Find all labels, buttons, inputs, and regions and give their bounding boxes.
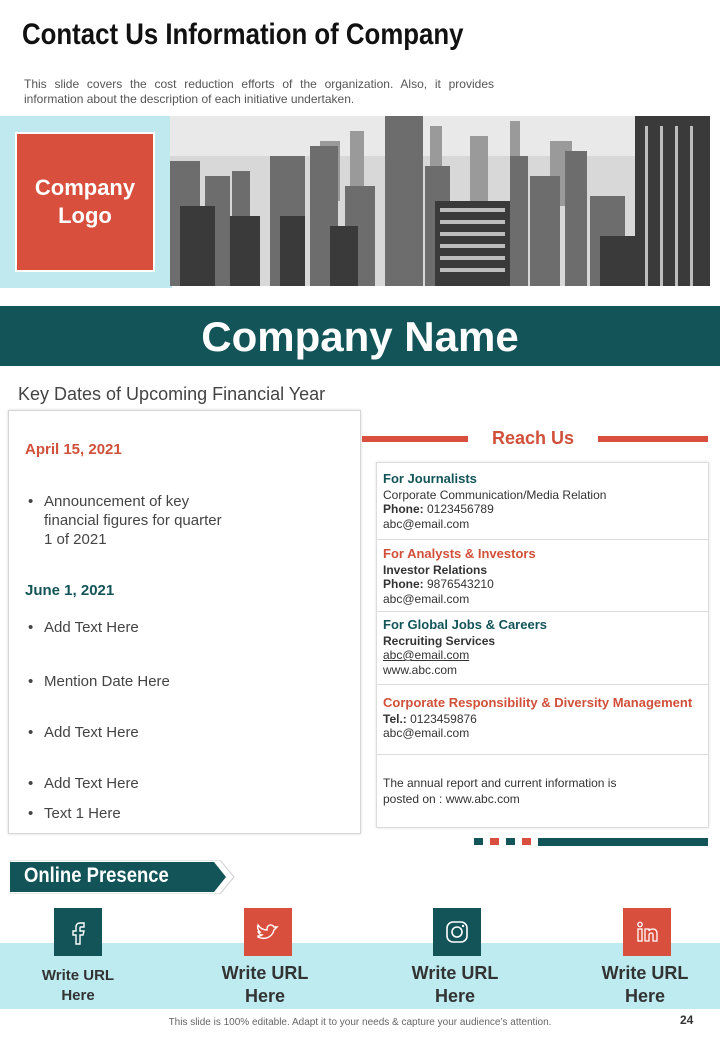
analysts-heading: For Analysts & Investors bbox=[383, 546, 536, 561]
twitter-url-label[interactable]: Write URL Here bbox=[221, 963, 309, 1006]
skyline-graphic bbox=[170, 116, 710, 286]
company-name-banner: Company Name bbox=[0, 306, 720, 366]
annual-report-note: The annual report and current information is posted on : www.abc.com bbox=[383, 776, 617, 806]
instagram-icon[interactable] bbox=[433, 908, 481, 956]
journalists-dept: Corporate Communication/Media Relation bbox=[383, 487, 607, 502]
list-item: • Add Text Here bbox=[28, 724, 139, 741]
reach-us-divider-right bbox=[598, 436, 708, 442]
analysts-phone: Phone: 9876543210 bbox=[383, 577, 494, 591]
company-logo bbox=[15, 132, 155, 272]
bullet-icon: • bbox=[28, 619, 34, 636]
journalists-heading: For Journalists bbox=[383, 471, 477, 486]
list-item: • Add Text Here bbox=[28, 775, 139, 792]
decor-square bbox=[522, 838, 531, 845]
divider bbox=[377, 754, 708, 755]
jobs-email-link[interactable]: abc@email.com bbox=[383, 648, 470, 662]
bullet-icon: • bbox=[28, 775, 34, 792]
csr-heading: Corporate Responsibility & Diversity Management bbox=[383, 695, 693, 710]
list-item: • Mention Date Here bbox=[28, 673, 170, 690]
divider bbox=[377, 611, 708, 612]
journalists-phone: Phone: 0123456789 bbox=[383, 502, 494, 516]
list-item: • Announcement of key financial figures for quarter 1 of 2021 bbox=[28, 493, 222, 548]
logo-text-line2: Logo bbox=[58, 203, 112, 228]
logo-text-line1: Company bbox=[34, 175, 136, 200]
contact-journalists bbox=[383, 472, 606, 531]
twitter-icon[interactable] bbox=[244, 908, 292, 956]
reach-us-divider-left bbox=[362, 436, 468, 442]
divider bbox=[377, 684, 708, 685]
page-title: Contact Us Information of Company bbox=[22, 18, 464, 51]
contact-analysts bbox=[383, 547, 536, 606]
decor-square bbox=[490, 838, 499, 845]
decor-square bbox=[506, 838, 515, 845]
jobs-dept: Recruiting Services bbox=[383, 633, 496, 648]
list-item: • Text 1 Here bbox=[28, 805, 121, 822]
bullet-icon: • bbox=[28, 673, 34, 690]
jobs-website[interactable]: www.abc.com bbox=[383, 662, 458, 677]
key-dates-title: Key Dates of Upcoming Financial Year bbox=[18, 384, 326, 404]
jobs-heading: For Global Jobs & Careers bbox=[383, 617, 547, 632]
reach-us-title: Reach Us bbox=[491, 428, 575, 448]
date-april-15: April 15, 2021 bbox=[25, 441, 122, 458]
contact-jobs bbox=[383, 618, 547, 677]
linkedin-url-label[interactable]: Write URL Here bbox=[601, 963, 689, 1006]
page-number: 24 bbox=[680, 1013, 694, 1027]
bullet-icon: • bbox=[28, 493, 34, 510]
divider bbox=[377, 539, 708, 540]
city-skyline-image bbox=[170, 116, 710, 286]
facebook-icon[interactable] bbox=[54, 908, 102, 956]
contact-csr bbox=[383, 696, 692, 741]
journalists-email[interactable]: abc@email.com bbox=[383, 516, 470, 531]
page-subtitle: This slide covers the cost reduction efforts of the organization. Also, it provides information about the description of each initiative undertaken. bbox=[24, 77, 494, 106]
csr-email[interactable]: abc@email.com bbox=[383, 726, 470, 740]
facebook-url-label[interactable]: Write URL Here bbox=[41, 967, 115, 1004]
online-presence-title: Online Presence bbox=[24, 864, 169, 887]
analysts-dept: Investor Relations bbox=[383, 562, 488, 577]
bullet-icon: • bbox=[28, 724, 34, 741]
bullet-icon: • bbox=[28, 805, 34, 822]
decor-square bbox=[474, 838, 483, 845]
date-june-1: June 1, 2021 bbox=[25, 582, 115, 599]
decor-bar bbox=[538, 838, 708, 846]
list-item: • Add Text Here bbox=[28, 619, 139, 636]
analysts-email[interactable]: abc@email.com bbox=[383, 591, 470, 606]
csr-phone: Tel.: 0123459876 bbox=[383, 711, 477, 726]
instagram-url-label[interactable]: Write URL Here bbox=[411, 963, 499, 1006]
linkedin-icon[interactable] bbox=[623, 908, 671, 956]
footer-note: This slide is 100% editable. Adapt it to your needs & capture your audience’s attention. bbox=[168, 1017, 552, 1028]
